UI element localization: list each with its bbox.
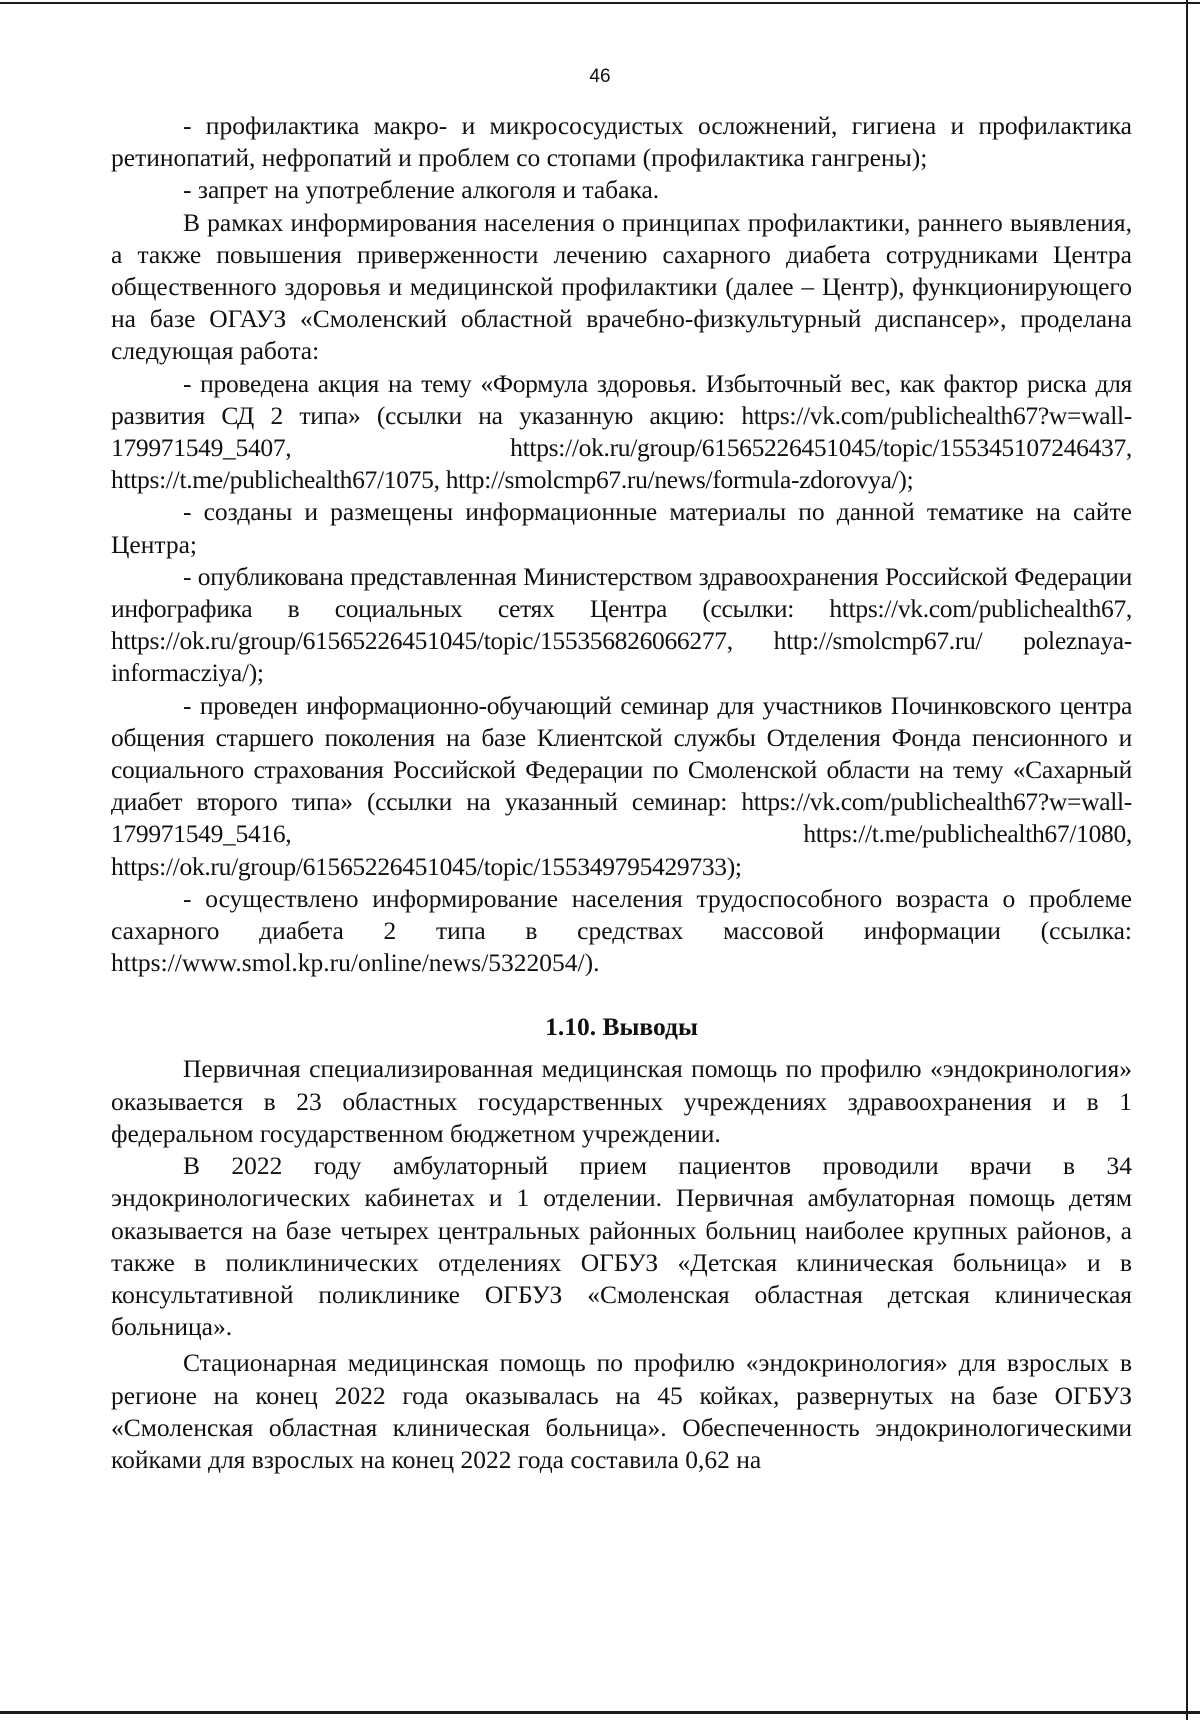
scan-edge-right [1186, 0, 1188, 1720]
paragraph-alcohol-tobacco-ban: - запрет на употребление алкоголя и табака. [183, 175, 660, 205]
paragraph-center-work-intro: В рамках информирования населения о принципах профилактики, раннего выявления, а также повышения приверженности лечению сахарного диабета сотрудниками Центра общественного здоровья и медицинской профилактики (далее – Центр), функционирующего на базе ОГАУЗ «Смоленский областной врачебно-физкультурный диспансер», проделана следующая работа: [111, 207, 1132, 366]
paragraph-inpatient-care: Стационарная медицинская помощь по профилю «эндокринология» для взрослых в регионе на конец 2022 года оказывалась на 45 койках, развернутых на базе ОГБУЗ «Смоленская областная клиническая больница». Обеспеченность эндокринологическими койками для взрослых на конец 2022 года составила 0,62 на [111, 1348, 1132, 1474]
scan-edge-top [0, 2, 1200, 4]
page-number: 46 [589, 66, 611, 87]
section-heading: 1.10. Выводы [545, 1012, 698, 1042]
paragraph-prevention-complications: - профилактика макро- и микрососудистых осложнений, гигиена и профилактика ретинопатий, нефропатий и проблем со стопами (профилактика гангрены); [111, 111, 1132, 173]
scan-edge-bottom [0, 1711, 1200, 1714]
paragraph-formula-campaign: - проведена акция на тему «Формула здоровья. Избыточный вес, как фактор риска для развития СД 2 типа» (ссылки на указанную акцию: https://vk.com/publichealth67?w=wall-179971549_5407, https://ok.ru/group/61565226451045/topic/155345107246437, https://t.me/publichealth67/1075, http://smolcmp67.ru/news/formula-zdorovya/); [111, 368, 1132, 495]
document-body [111, 110, 1132, 1476]
paragraph-seminar: - проведен информационно-обучающий семинар для участников Починковского центра общения старшего поколения на базе Клиентской службы Отделения Фонда пенсионного и социального страхования Российской Федерации по Смоленской области на тему «Сахарный диабет второго типа» (ссылки на указанный семинар: https://vk.com/publichealth67?w=wall-179971549_5416, https://t.me/publichealth67/1080, https://ok.ru/group/61565226451045/topic/155349795429733); [111, 690, 1132, 881]
paragraph-primary-care: Первичная специализированная медицинская помощь по профилю «эндокринология» оказывается в 23 областных государственных учреждениях здравоохранения и в 1 федеральном государственном бюджетном учреждении. [111, 1054, 1132, 1148]
paragraph-outpatient-2022: В 2022 году амбулаторный прием пациентов проводили врачи в 34 эндокринологических кабинетах и 1 отделении. Первичная амбулаторная помощь детям оказывается на базе четырех центральных районных больниц наиболее крупных районов, а также в поликлинических отделениях ОГБУЗ «Детская клиническая больница» и в консультативной поликлинике ОГБУЗ «Смоленская областная детская клиническая больница». [111, 1151, 1132, 1342]
paragraph-media-informing: - осуществлено информирование населения трудоспособного возраста о проблеме сахарного диабета 2 типа в средствах массовой информации (ссылка: https://www.smol.kp.ru/online/news/5322054/). [111, 883, 1132, 978]
paragraph-info-materials: - созданы и размещены информационные материалы по данной тематике на сайте Центра; [111, 497, 1132, 559]
paragraph-infographics: - опубликована представленная Министерством здравоохранения Российской Федерации инфографика в социальных сетях Центра (ссылки: https://vk.com/publichealth67, https://ok.ru/group/61565226451045/topic/155356826066277, http://smolcmp67.ru/ poleznaya-informacziya/); [111, 561, 1132, 688]
